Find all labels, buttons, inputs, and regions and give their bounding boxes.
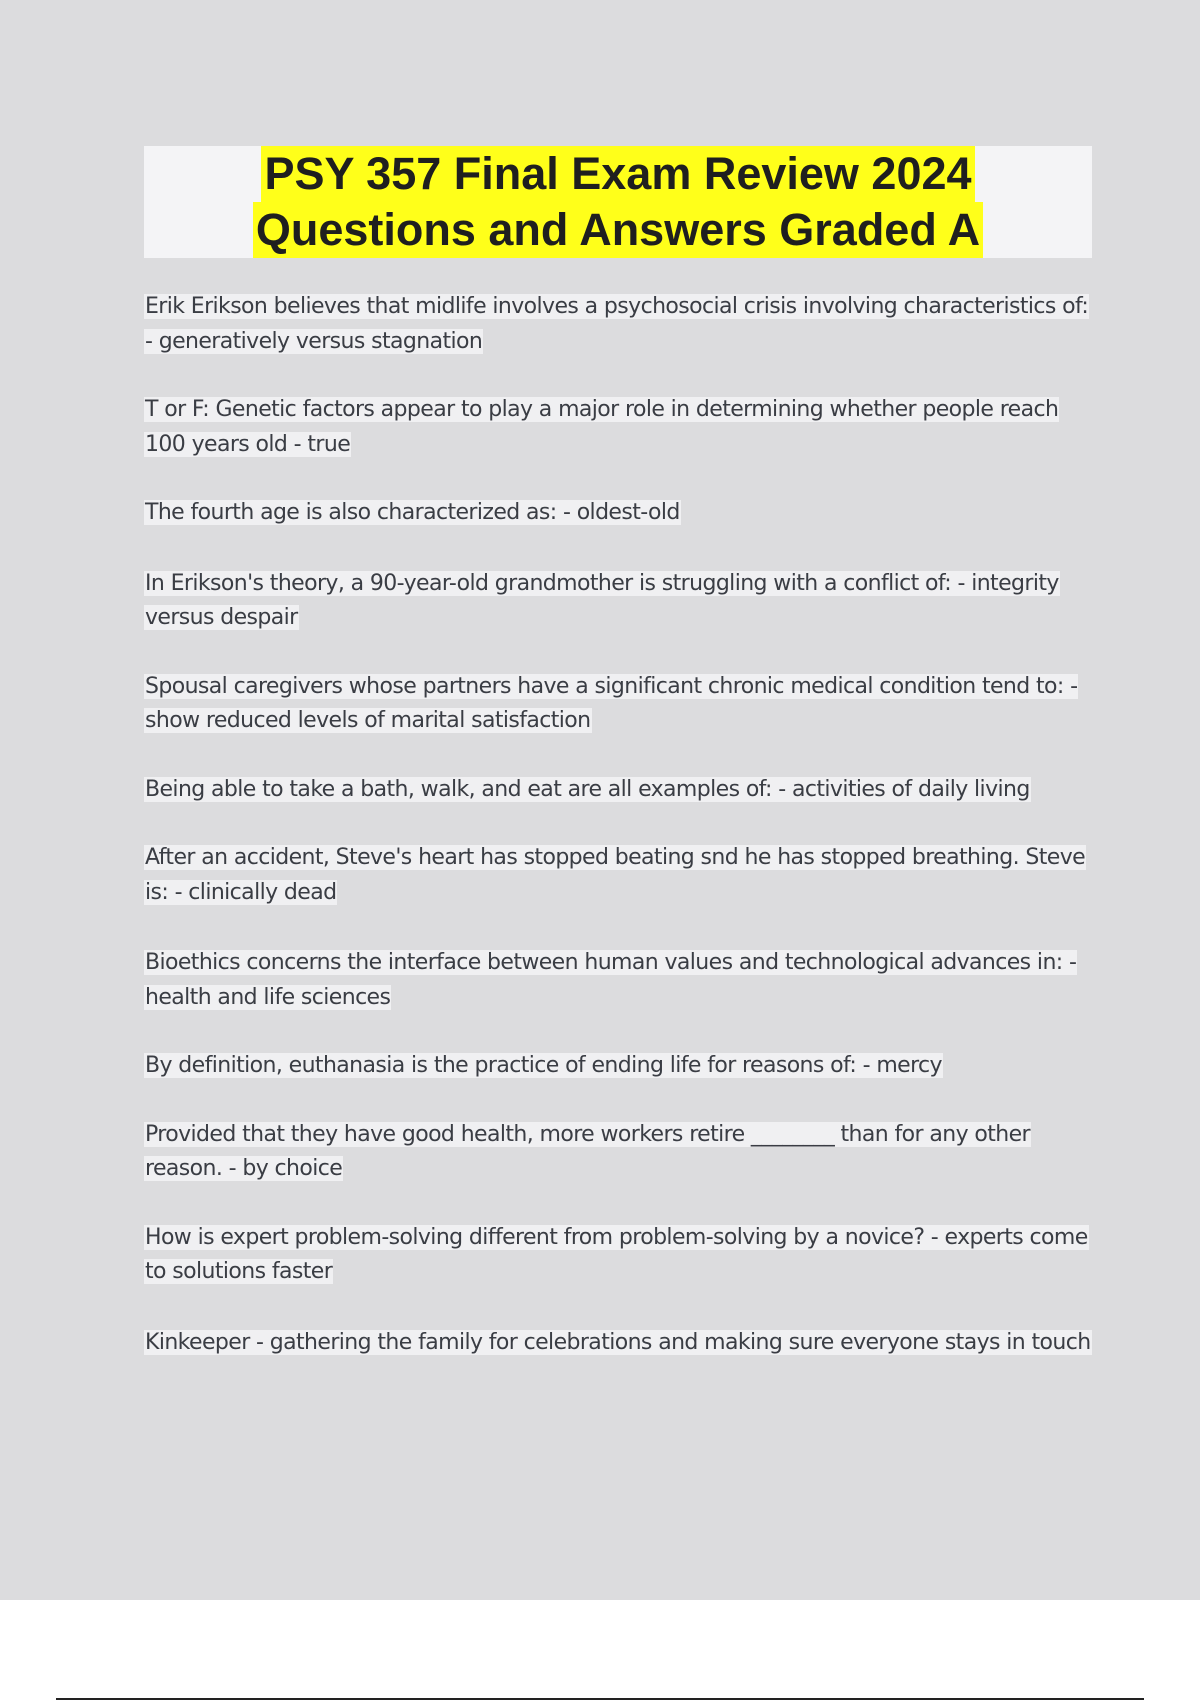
title-line-2: Questions and Answers Graded A (253, 202, 983, 258)
qa-text: How is expert problem-solving different from problem-solving by a novice? - experts come to solutions faster (145, 1224, 1088, 1284)
qa-item (144, 773, 1094, 808)
qa-item (144, 290, 1094, 359)
qa-item (144, 670, 1094, 739)
qa-text: Erik Erikson believes that midlife involves a psychosocial crisis involving characteristics of: - generatively versus stagnation (145, 294, 1089, 354)
qa-text: By definition, euthanasia is the practice of ending life for reasons of: - mercy (145, 1053, 942, 1078)
title-block (144, 146, 1092, 258)
qa-item (144, 496, 1094, 531)
qa-item (144, 1049, 1094, 1084)
qa-item (144, 393, 1094, 462)
qa-text: T or F: Genetic factors appear to play a major role in determining whether people reach 100 years old - true (145, 397, 1059, 457)
qa-item (144, 946, 1094, 1015)
qa-item (144, 1221, 1094, 1290)
qa-text: Kinkeeper - gathering the family for celebrations and making sure everyone stays in touch (145, 1329, 1091, 1355)
qa-item (144, 567, 1094, 636)
title-line-1: PSY 357 Final Exam Review 2024 (261, 146, 974, 202)
qa-text: Provided that they have good health, more workers retire ________ than for any other reason. - by choice (145, 1121, 1030, 1181)
qa-text: In Erikson's theory, a 90-year-old grandmother is struggling with a conflict of: - integrity versus despair (145, 570, 1059, 630)
qa-text: Bioethics concerns the interface between human values and technological advances in: - health and life sciences (145, 950, 1077, 1010)
qa-text: The fourth age is also characterized as: - oldest-old (145, 500, 680, 525)
qa-text: Being able to take a bath, walk, and eat are all examples of: - activities of daily living (145, 776, 1030, 802)
qa-item (144, 1326, 1094, 1361)
qa-text: Spousal caregivers whose partners have a significant chronic medical condition tend to: - show reduced levels of marital satisfaction (145, 673, 1078, 733)
qa-item (144, 841, 1094, 910)
qa-text: After an accident, Steve's heart has stopped beating snd he has stopped breathing. Steve is: - clinically dead (145, 845, 1086, 905)
qa-item (144, 1118, 1094, 1187)
qa-list (144, 290, 1094, 1360)
